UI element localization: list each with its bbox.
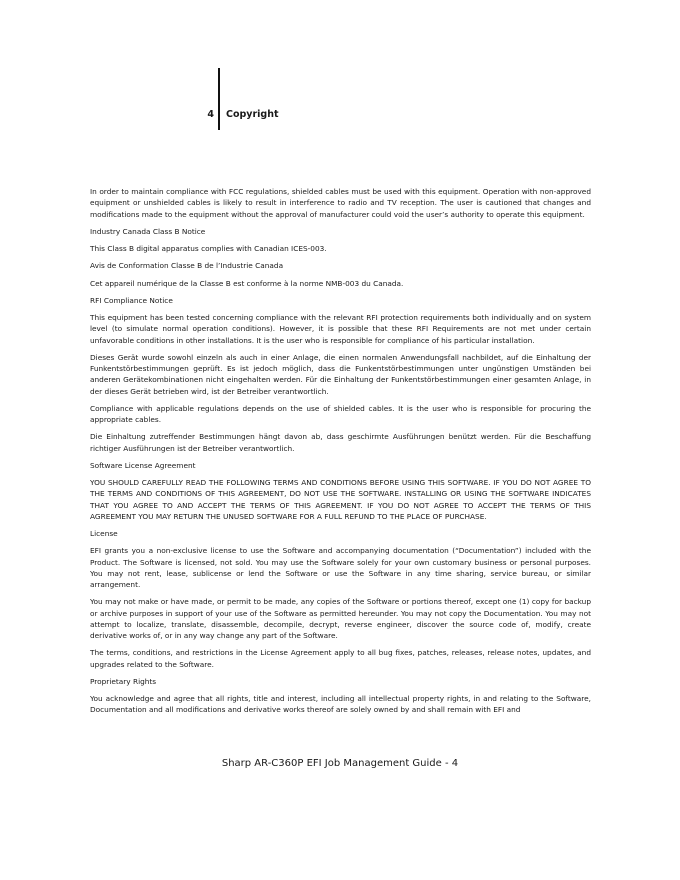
heading-industry-canada: Industry Canada Class B Notice bbox=[90, 226, 206, 236]
heading-avis-conformation: Avis de Conformation Classe B de l’Industrie Canada bbox=[90, 261, 284, 271]
paragraph-terms-warning: YOU SHOULD CAREFULLY READ THE FOLLOWING TERMS AND CONDITIONS BEFORE USING THIS SOFTWARE. IF YOU DO NOT AGREE TO THE TERMS AND CONDITIONS OF THIS AGREEMENT, DO NOT USE THE SOFTWARE. INSTALLING OR USING THE SOFTWARE INDICATES THAT YOU AGREE TO AND ACCEPT THE TERMS OF THIS AGREEMENT. IF YOU DO NOT AGREE TO ACCEPT THE TERMS OF THIS AGREEMENT YOU MAY RETURN THE UNUSED SOFTWARE FOR A FULL REFUND TO THE PLACE OF PURCHASE. bbox=[90, 478, 591, 521]
paragraph-license-grant: EFI grants you a non-exclusive license to use the Software and accompanying documentation (“Documentation”) included with the Product. The Software is licensed, not sold. You may use the Software solely for your own customary business or personal purposes. You may not rent, lease, sublicense or lend the Software or use the Software in any time sharing, service bureau, or similar arrangement. bbox=[90, 546, 591, 589]
paragraph-terms-scope: The terms, conditions, and restrictions in the License Agreement apply to all bug fixes, patches, releases, release notes, updates, and upgrades related to the Software. bbox=[90, 648, 591, 669]
document-body bbox=[90, 186, 591, 722]
heading-rfi-compliance: RFI Compliance Notice bbox=[90, 295, 173, 305]
paragraph-ices: This Class B digital apparatus complies with Canadian ICES-003. bbox=[90, 244, 327, 253]
paragraph-shielded-cables-de: Die Einhaltung zutreffender Bestimmungen hängt davon ab, dass geschirmte Ausführungen benützt werden. Für die Beschaffung richtiger Ausführungen ist der Betreiber verantwortlich. bbox=[90, 432, 591, 453]
paragraph-rfi-en: This equipment has been tested concerning compliance with the relevant RFI protection requirements both individually and on system level (to simulate normal operation conditions). However, it is possible that these RFI Requirements are not met under certain unfavorable conditions in other installations. It is the user who is responsible for compliance of his particular installation. bbox=[90, 313, 591, 345]
paragraph-nmb: Cet appareil numérique de la Classe B est conforme à la norme NMB-003 du Canada. bbox=[90, 278, 404, 288]
heading-license: License bbox=[90, 529, 118, 538]
page-header bbox=[0, 0, 680, 135]
paragraph-shielded-cables-en: Compliance with applicable regulations depends on the use of shielded cables. It is the user who is responsible for procuring the appropriate cables. bbox=[90, 403, 591, 424]
chapter-number: 4 bbox=[207, 109, 214, 120]
paragraph-proprietary-rights: You acknowledge and agree that all rights, title and interest, including all intellectual property rights, in and relating to the Software, Documentation and all modifications and derivative works thereof are solely owned by and shall remain with EFI and bbox=[90, 694, 591, 715]
page-footer: Sharp AR-C360P EFI Job Management Guide - 4 bbox=[221, 758, 459, 769]
header-divider bbox=[218, 68, 220, 130]
heading-software-license: Software License Agreement bbox=[90, 460, 196, 470]
chapter-title: Copyright bbox=[226, 109, 279, 120]
paragraph-copy-restrictions: You may not make or have made, or permit to be made, any copies of the Software or portions thereof, except one (1) copy for backup or archive purposes in support of your use of the Software as permitted hereunder. You may not copy the Documentation. You may not attempt to localize, translate, disassemble, decompile, decrypt, reverse engineer, discover the source code of, modify, create derivative works of, or in any way change any part of the Software. bbox=[90, 597, 591, 640]
paragraph-fcc: In order to maintain compliance with FCC regulations, shielded cables must be used with this equipment. Operation with non-approved equipment or unshielded cables is likely to result in interference to radio and TV reception. The user is cautioned that changes and modifications made to the equipment without the approval of manufacturer could void the user’s authority to operate this equipment. bbox=[90, 187, 591, 219]
paragraph-rfi-de: Dieses Gerät wurde sowohl einzeln als auch in einer Anlage, die einen normalen Anwendungsfall nachbildet, auf die Einhaltung der Funkentstörbestimmungen geprüft. Es ist jedoch möglich, dass die Funkentstörbestimmungen unter ungünstigen Umständen bei anderen Gerätekombinationen nicht eingehalten werden. Für die Einhaltung der Funkentstörbestimmungen einer gesamten Anlage, in der dieses Gerät betrieben wird, ist der Betreiber verantwortlich. bbox=[90, 352, 591, 396]
heading-proprietary-rights: Proprietary Rights bbox=[90, 676, 157, 686]
